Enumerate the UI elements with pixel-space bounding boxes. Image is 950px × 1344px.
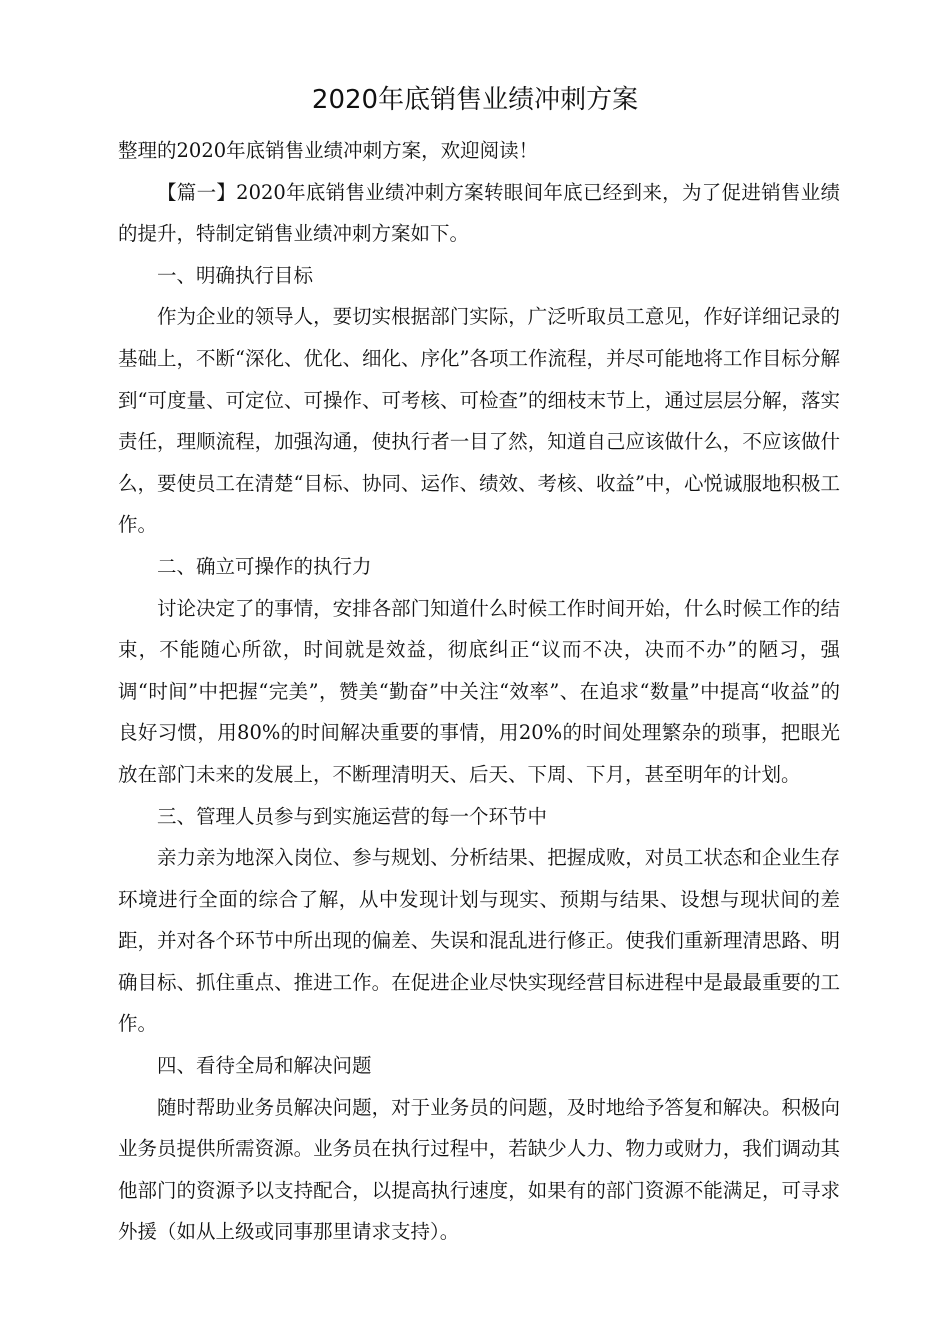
section-heading-2: 二、确立可操作的执行力 — [157, 554, 372, 578]
body-paragraph: 讨论决定了的事情，安排各部门知道什么时候工作时间开始，什么时候工作的结束，不能随心所欲，时间就是效益，彻底纠正“议而不决，决而不办”的陋习，强调“时间”中把握“完美”，赞美“勤奋”中关注“效率”、在追求“数量”中提高“收益”的良好习惯，用80%的时间解决重要的事情，用20%的时间处理繁杂的琐事，把眼光放在部门未来的发展上，不断理清明天、后天、下周、下月，甚至明年的计划。 — [118, 596, 840, 786]
document-title: 2020年底销售业绩冲刺方案 — [311, 85, 639, 115]
body-paragraph: 随时帮助业务员解决问题，对于业务员的问题，及时地给予答复和解决。积极向业务员提供所需资源。业务员在执行过程中，若缺少人力、物力或财力，我们调动其他部门的资源予以支持配合，以提高执行速度，如果有的部门资源不能满足，可寻求外援（如从上级或同事那里请求支持）。 — [118, 1095, 840, 1244]
document-body — [118, 130, 840, 1253]
section-heading-4: 四、看待全局和解决问题 — [157, 1054, 372, 1078]
intro-paragraph: 整理的2020年底销售业绩冲刺方案，欢迎阅读！ — [118, 139, 539, 162]
section-heading-1: 一、明确执行目标 — [157, 263, 314, 287]
section-heading-3: 三、管理人员参与到实施运营的每一个环节中 — [157, 804, 548, 828]
chapter-lead-paragraph: 【篇一】2020年底销售业绩冲刺方案转眼间年底已经到来，为了促进销售业绩的提升，特制定销售业绩冲刺方案如下。 — [118, 180, 840, 246]
body-paragraph: 作为企业的领导人，要切实根据部门实际，广泛听取员工意见，作好详细记录的基础上，不断“深化、优化、细化、序化”各项工作流程，并尽可能地将工作目标分解到“可度量、可定位、可操作、可考核、可检查”的细枝末节上，通过层层分解，落实责任，理顺流程，加强沟通，使执行者一目了然，知道自己应该做什么，不应该做什么，要使员工在清楚“目标、协同、运作、绩效、考核、收益”中，心悦诚服地积极工作。 — [118, 305, 840, 537]
body-paragraph: 亲力亲为地深入岗位、参与规划、分析结果、把握成败，对员工状态和企业生存环境进行全面的综合了解，从中发现计划与现实、预期与结果、设想与现状间的差距，并对各个环节中所出现的偏差、失误和混乱进行修正。使我们重新理清思路、明确目标、抓住重点、推进工作。在促进企业尽快实现经营目标进程中是最最重要的工作。 — [118, 846, 840, 1036]
